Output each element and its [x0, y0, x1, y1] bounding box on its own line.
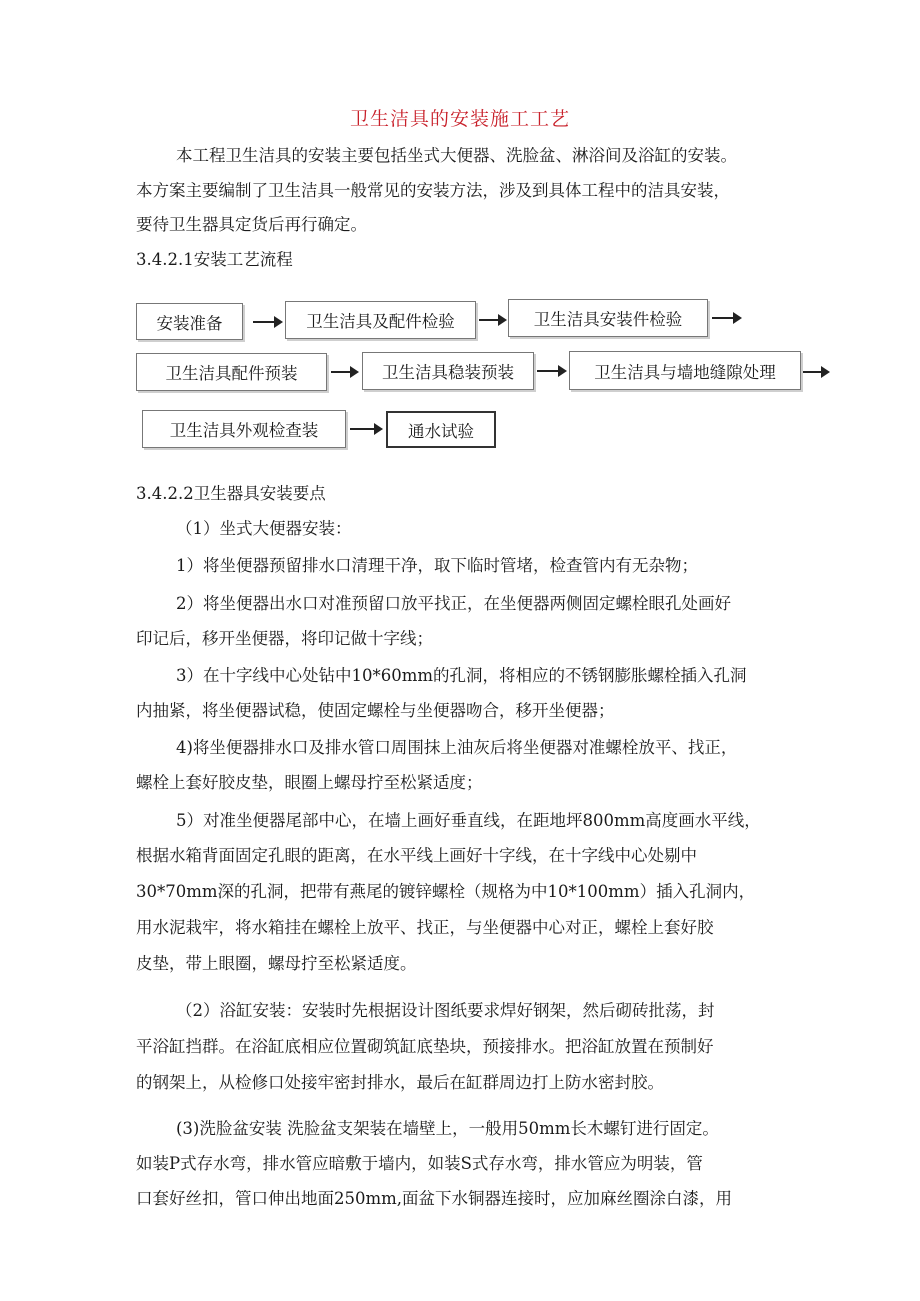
flow-arrow-icon [712, 312, 742, 324]
flow-arrow-icon [331, 366, 359, 378]
flow-arrow-icon [479, 314, 507, 326]
flow-arrow-icon [350, 423, 383, 435]
washbasin-line-3: 口套好丝扣，管口伸出地面250mm,面盆下水铜器连接时，应加麻丝圈涂白漆，用 [136, 1189, 733, 1208]
bathtub-line-2: 平浴缸挡群。在浴缸底相应位置砌筑缸底垫块，预接排水。把浴缸放置在预制好 [136, 1037, 714, 1056]
intro-line-1: 本工程卫生洁具的安装主要包括坐式大便器、洗脸盆、淋浴间及浴缸的安装。 [176, 146, 737, 165]
flow-step-appearance-check: 卫生洁具外观检查装 [142, 410, 346, 448]
toilet-step-5-line-3: 30*70mm深的孔洞，把带有燕尾的镀锌螺栓（规格为中10*100mm）插入孔洞内， [136, 882, 756, 901]
toilet-step-5-line-4: 用水泥栽牢，将水箱挂在螺栓上放平、找正，与坐便器中心对正，螺栓上套好胶 [136, 918, 714, 937]
toilet-step-1: 1）将坐便器预留排水口清理干净，取下临时管堵，检查管内有无杂物； [176, 556, 698, 575]
document-title: 卫生洁具的安装施工工艺 [349, 108, 570, 130]
flow-arrow-icon [803, 366, 830, 378]
flow-arrow-icon [537, 365, 567, 377]
flow-step-set-preassembly: 卫生洁具稳装预装 [362, 352, 534, 390]
intro-line-3: 要待卫生器具定货后再行确定。 [136, 215, 367, 234]
toilet-step-4-line-1: 4)将坐便器排水口及排水管口周围抹上油灰后将坐便器对准螺栓放平、找正， [176, 738, 738, 757]
bathtub-line-1: （2）浴缸安装：安装时先根据设计图纸要求焊好钢架，然后砌砖批荡，封 [176, 1001, 715, 1020]
toilet-step-2-line-2: 印记后，移开坐便器，将印记做十字线； [136, 629, 433, 648]
toilet-step-3-line-2: 内抽紧，将坐便器试稳，使固定螺栓与坐便器吻合，移开坐便器； [136, 701, 615, 720]
toilet-step-5-line-1: 5）对准坐便器尾部中心，在墙上画好垂直线，在距地坪800mm高度画水平线， [176, 811, 761, 830]
flow-arrow-icon [253, 316, 283, 328]
flow-step-gap-treatment: 卫生洁具与墙地缝隙处理 [569, 351, 801, 390]
toilet-heading: （1）坐式大便器安装： [176, 519, 352, 538]
bathtub-line-3: 的钢架上，从检修口处接牢密封排水，最后在缸群周边打上防水密封胶。 [136, 1073, 664, 1092]
toilet-step-3-line-1: 3）在十字线中心处钻中10*60mm的孔洞，将相应的不锈钢膨胀螺栓插入孔洞 [176, 666, 747, 685]
washbasin-line-2: 如装P式存水弯，排水管应暗敷于墙内，如装S式存水弯，排水管应为明装，管 [136, 1154, 703, 1173]
flow-step-fitting-preassembly: 卫生洁具配件预装 [136, 353, 327, 391]
intro-line-2: 本方案主要编制了卫生洁具一般常见的安装方法，涉及到具体工程中的洁具安装， [136, 181, 730, 200]
toilet-step-2-line-1: 2）将坐便器出水口对准预留口放平找正，在坐便器两侧固定螺栓眼孔处画好 [176, 594, 731, 613]
flow-step-fixture-inspection: 卫生洁具及配件检验 [285, 301, 476, 339]
toilet-step-4-line-2: 螺栓上套好胶皮垫，眼圈上螺母拧至松紧适度； [136, 773, 483, 792]
flow-step-install-parts-inspection: 卫生洁具安装件检验 [508, 299, 708, 337]
section-heading-key-points: 3.4.2.2卫生器具安装要点 [136, 484, 326, 503]
toilet-step-5-line-2: 根据水箱背面固定孔眼的距离，在水平线上画好十字线，在十字线中心处剔中 [136, 846, 697, 865]
washbasin-line-1: (3)洗脸盆安装 洗脸盆支架装在墙壁上，一般用50mm长木螺钉进行固定。 [176, 1119, 719, 1138]
toilet-step-5-line-5: 皮垫，带上眼圈，螺母拧至松紧适度。 [136, 954, 417, 973]
section-heading-flow: 3.4.2.1安装工艺流程 [136, 250, 293, 269]
flow-step-prepare: 安装准备 [136, 303, 243, 340]
flow-step-water-test: 通水试验 [386, 411, 496, 448]
